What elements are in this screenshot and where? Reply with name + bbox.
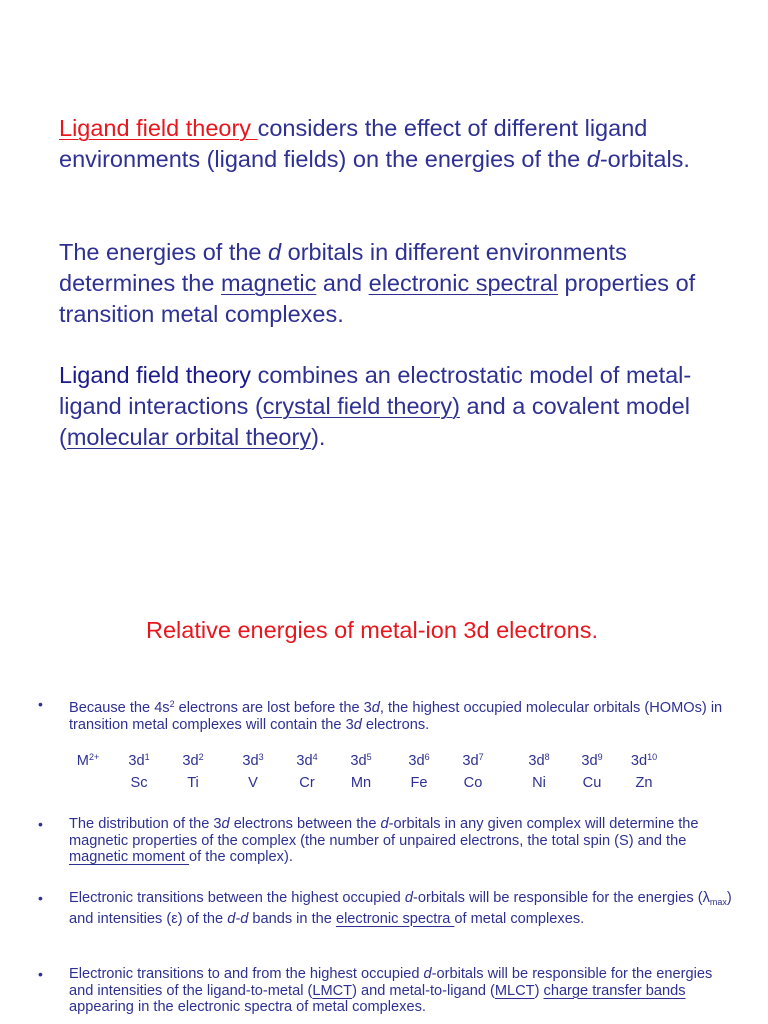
bullet-text: Electronic transitions between the highest occupied d-orbitals will be responsible for the energies $(\lambda_{max})$ and intensities (ε) of the d-d bands in the electronic spectra of metal complexes.	[69, 890, 732, 927]
lmct-link[interactable]: LMCT	[312, 982, 353, 999]
bullet-text: Because the $4s^2$ electrons are lost before the 3d, the highest occupied molecular orbitals (HOMOs) in transition metal complexes will contain the 3d electrons.	[69, 699, 723, 733]
ion-cell: $3d^1$ Sc	[117, 752, 161, 791]
ion-cell: $3d^2$ Ti	[171, 752, 215, 791]
bullet-text: Electronic transitions to and from the highest occupied d-orbitals will be responsible for the energies and intensities of the ligand-to-metal (LMCT) and metal-to-ligand (MLCT) charge transfer bands appearing in the electronic spectra of metal complexes.	[69, 966, 713, 1015]
ion-configuration-table	[0, 752, 768, 796]
charge-transfer-bands-link[interactable]: charge transfer bands	[543, 982, 686, 999]
intro-paragraph-2: The energies of the d orbitals in different environments determines the magnetic and electronic spectral properties of transition metal complexes.	[59, 239, 696, 327]
crystal-field-theory-link[interactable]: crystal field theory)	[262, 393, 460, 419]
element-symbol: Cu	[582, 775, 602, 791]
electronic-spectral-link[interactable]: electronic spectral	[368, 270, 559, 296]
molecular-orbital-theory-link[interactable]: molecular orbital theory	[66, 424, 312, 450]
ion-label: $M^{2+}$	[76, 752, 100, 769]
element-symbol: Ti	[187, 775, 199, 791]
section-title: Relative energies of metal-ion 3d electrons.	[146, 617, 598, 643]
element-symbol: Zn	[635, 775, 653, 791]
ion-cell: $3d^9$ Cu	[570, 752, 614, 791]
magnetic-moment-link[interactable]: magnetic moment	[69, 849, 190, 865]
ion-cell: $3d^6$ Fe	[397, 752, 441, 791]
electronic-spectra-link[interactable]: electronic spectra	[335, 910, 455, 927]
element-symbol: Ni	[532, 775, 546, 791]
intro-paragraph-3: Ligand field theory combines an electrostatic model of metal-ligand interactions (crystal field theory) and a covalent model (molecular orbital theory).	[59, 362, 692, 450]
element-symbol: Mn	[350, 775, 372, 791]
bullet-dot: •	[38, 966, 43, 982]
element-symbol: V	[248, 775, 258, 791]
bullet-text: The distribution of the 3d electrons between the d-orbitals in any given complex will determine the magnetic properties of the complex (the number of unpaired electrons, the total spin (S) and the magnetic moment of the complex).	[69, 816, 699, 865]
intro-paragraph-1: Ligand field theory considers the effect of different ligand environments (ligand fields) on the energies of the d-orbitals.	[59, 115, 690, 172]
element-symbol: Fe	[410, 775, 428, 791]
ligand-field-theory-term: Ligand field theory	[59, 362, 252, 388]
ion-cell: $3d^{10}$ Zn	[622, 752, 666, 791]
ligand-field-theory-link[interactable]: Ligand field theory	[59, 115, 258, 141]
ion-cell: $3d^4$ Cr	[285, 752, 329, 791]
ion-cell: $3d^3$ V	[231, 752, 275, 791]
magnetic-link[interactable]: magnetic	[220, 270, 317, 296]
element-symbol: Co	[463, 775, 483, 791]
bullet-dot: •	[38, 890, 43, 906]
element-symbol: Sc	[130, 775, 148, 791]
ion-cell: $3d^8$ Ni	[517, 752, 561, 791]
mlct-link[interactable]: MLCT	[494, 982, 535, 999]
element-symbol: Cr	[299, 775, 315, 791]
ion-cell: $3d^7$ Co	[451, 752, 495, 791]
bullet-dot: •	[38, 816, 43, 832]
ion-cell: $3d^5$ Mn	[339, 752, 383, 791]
bullet-dot: •	[38, 696, 43, 712]
